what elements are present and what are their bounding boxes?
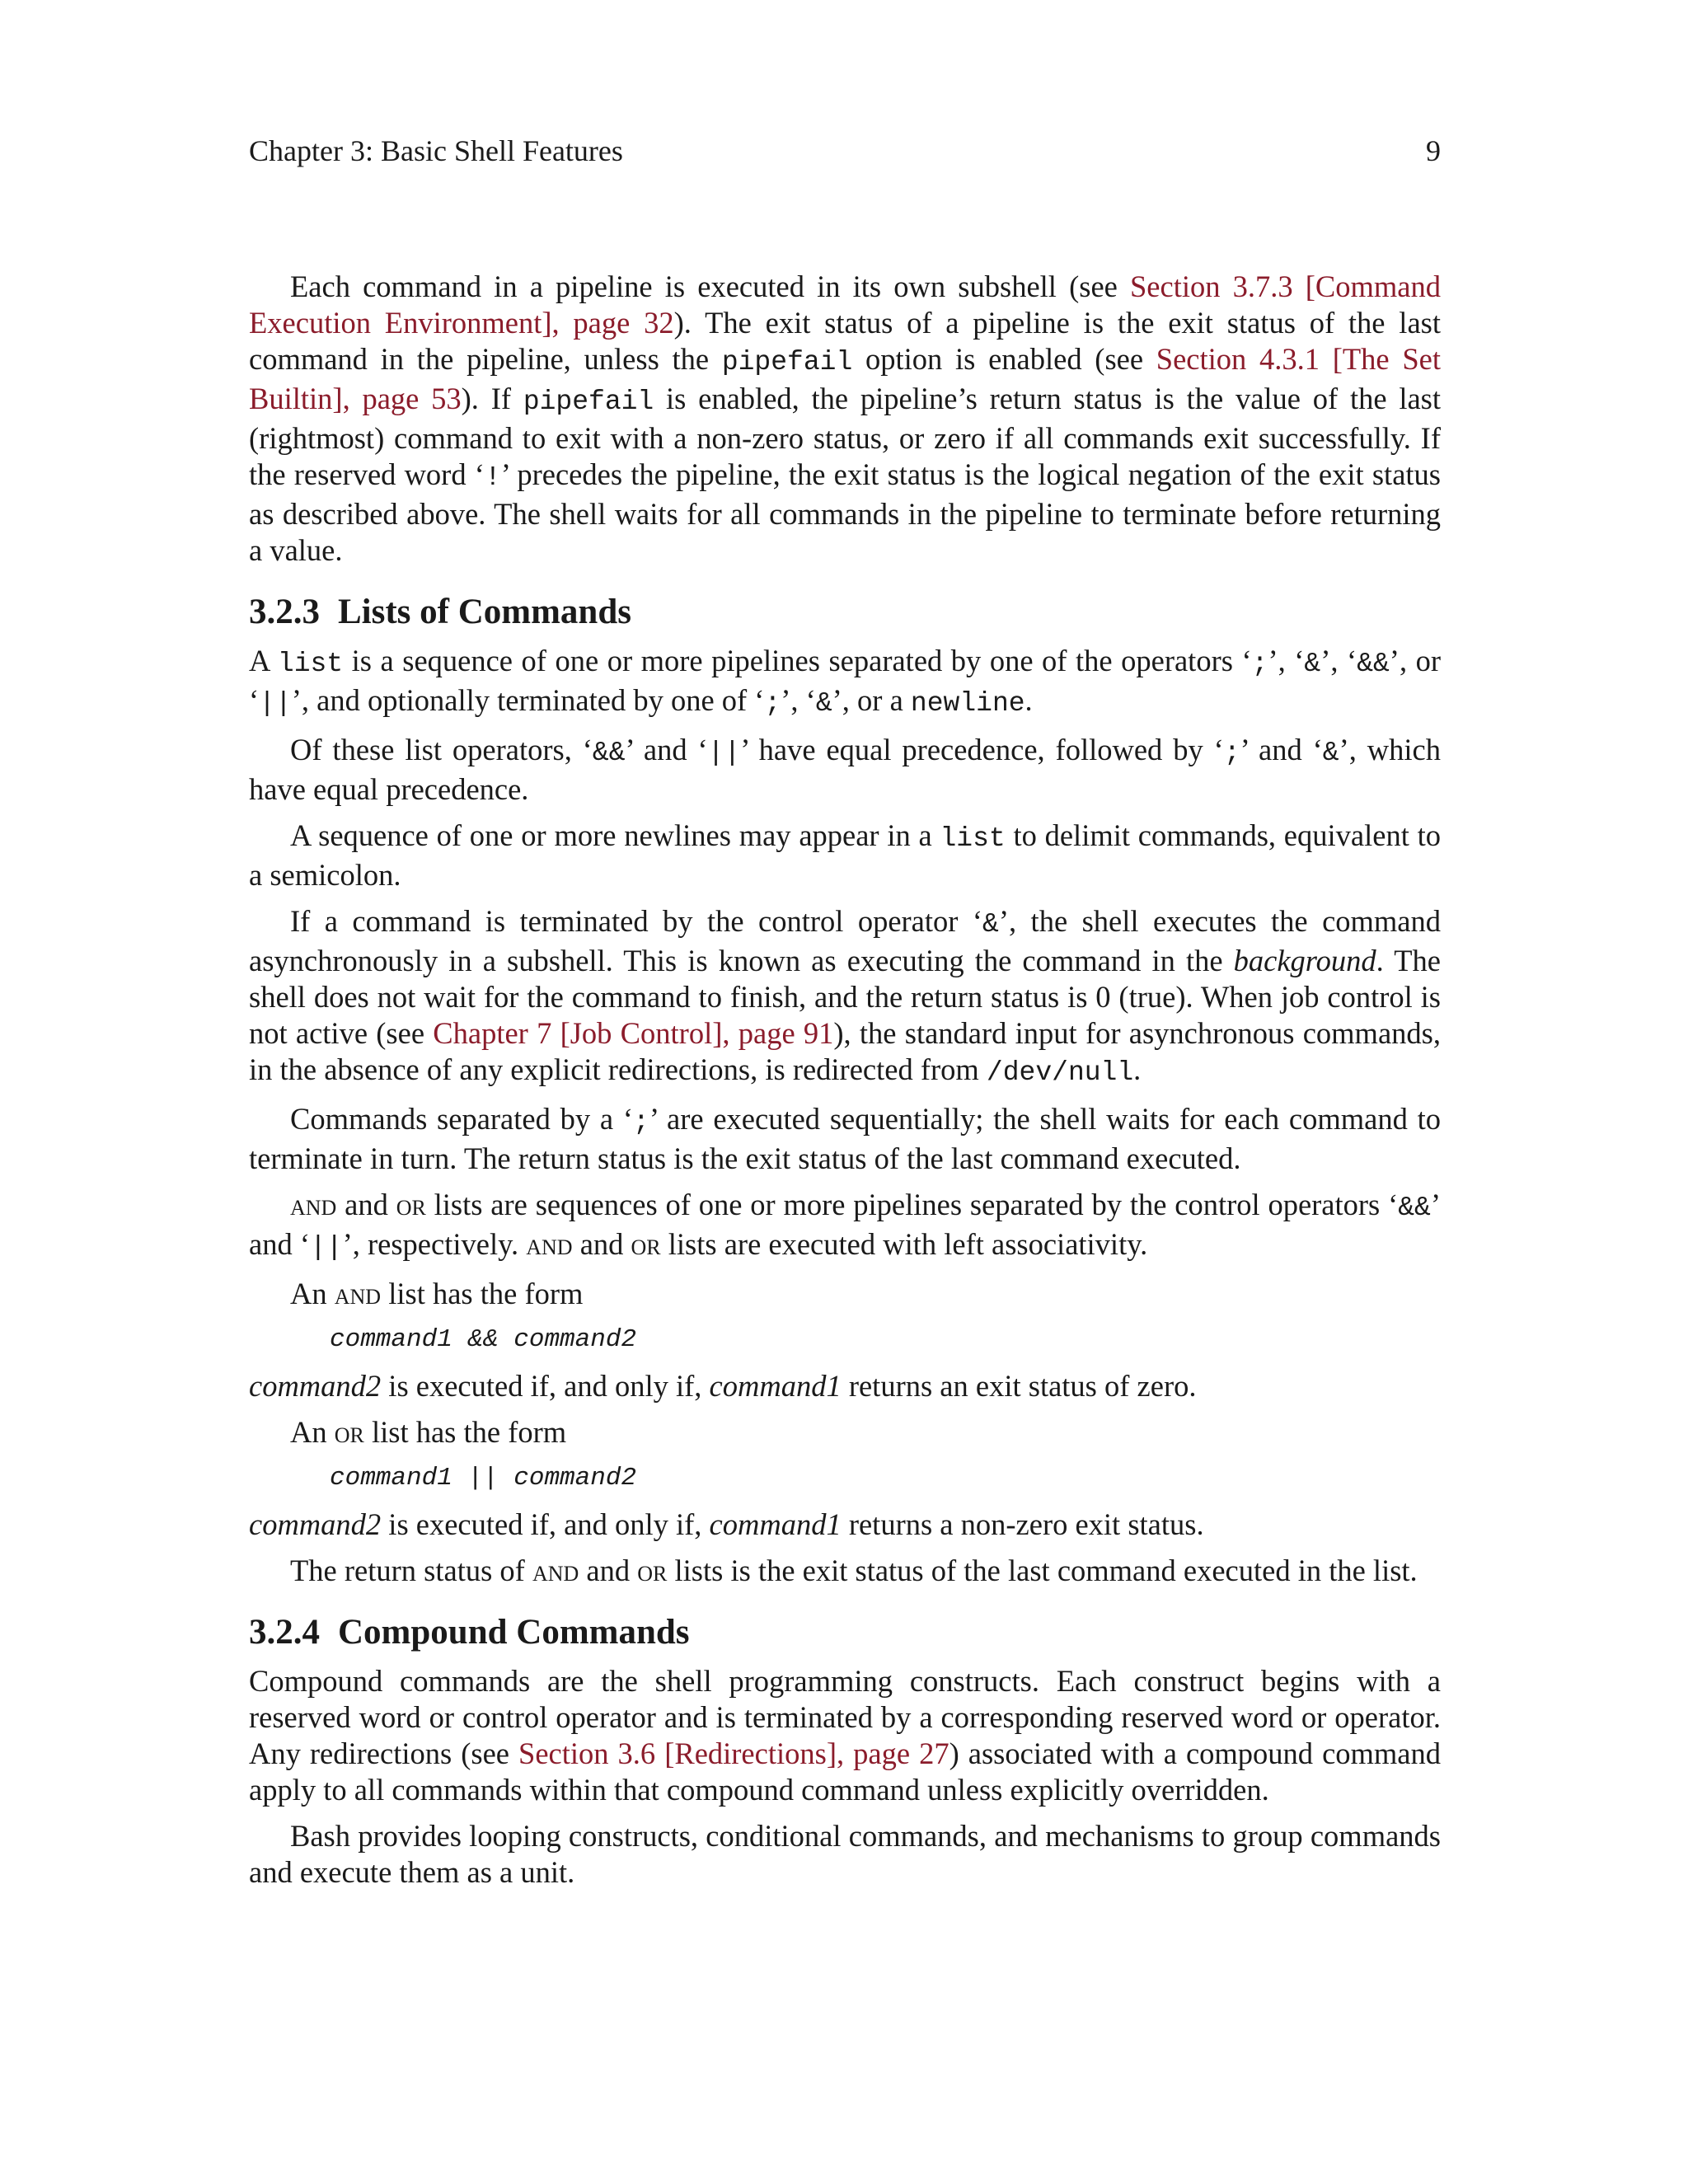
code-list: list	[940, 823, 1006, 854]
text: If a command is terminated by the control operator ‘	[290, 904, 983, 938]
text: ’, respectively.	[342, 1227, 527, 1261]
code-list: list	[277, 649, 344, 679]
example-and-list: command1 && command2	[330, 1325, 637, 1354]
text: list has the form	[381, 1277, 584, 1310]
paragraph-compound-definition	[249, 1663, 1441, 1808]
paragraph-operator-precedence	[249, 732, 1441, 808]
code-operator: ;	[764, 688, 781, 719]
paragraph-or-list-form	[249, 1414, 1441, 1451]
term-background: background	[1233, 944, 1376, 977]
example-or-list: command1 || command2	[330, 1464, 637, 1493]
code-operator: ;	[1223, 738, 1240, 768]
text: The return status of	[290, 1554, 532, 1587]
code-operator: &	[982, 909, 999, 940]
smallcaps-and: and	[526, 1227, 573, 1261]
paragraph-and-or-lists	[249, 1187, 1441, 1266]
text: A sequence of one or more newlines may appear in a	[290, 818, 940, 852]
text: A	[249, 644, 278, 677]
code-newline: newline	[910, 688, 1025, 719]
text: to delimit commands, equivalent to a semicolon.	[249, 818, 1441, 892]
text: ). The exit status of a pipeline is the exit status of the last command in the pipeline, unless the	[249, 306, 1441, 376]
var-command1: command1	[709, 1369, 842, 1403]
smallcaps-and: and	[532, 1554, 579, 1587]
text: is enabled, the pipeline’s return status is the value of the last (rightmost) command to exit with a non-zero status, or zero if all commands exit successfully. If the reserved word ‘	[249, 382, 1442, 491]
text: is a sequence of one or more pipelines separated by one of the operators ‘	[343, 644, 1252, 677]
var-command2: command2	[249, 1507, 382, 1541]
text: . The shell does not wait for the command to finish, and the return status is 0 (true). When job control is not active (see	[249, 944, 1441, 1050]
text: ’ and ‘	[625, 733, 708, 766]
smallcaps-or: or	[334, 1415, 364, 1449]
smallcaps-and: and	[290, 1188, 337, 1221]
text: and	[572, 1227, 631, 1261]
code-operator: ;	[633, 1107, 649, 1137]
code-operator: ||	[707, 738, 741, 768]
section-heading-compound-commands	[249, 1610, 1441, 1655]
text: ’, which have equal precedence.	[249, 733, 1441, 806]
text: Compound commands are the shell programming constructs. Each construct begins with a reserved word or control operator and is terminated by a corresponding reserved word or operator. Any redirections (see	[249, 1664, 1441, 1770]
code-operator: ;	[1251, 649, 1268, 679]
chapter-title: Chapter 3: Basic Shell Features	[249, 134, 623, 167]
text: .	[1133, 1052, 1142, 1086]
text: ’ and ‘	[1240, 733, 1323, 766]
page-number: 9	[1426, 134, 1441, 167]
paragraph-bash-constructs	[249, 1818, 1441, 1891]
paragraph-and-semantics	[249, 1368, 1441, 1404]
code-operator: &&	[592, 738, 626, 768]
var-command2: command2	[249, 1369, 382, 1403]
paragraph-list-definition	[249, 643, 1441, 722]
paragraph-and-list-form	[249, 1276, 1441, 1312]
code-operator: ||	[309, 1232, 343, 1263]
text: returns a non-zero exit status.	[841, 1507, 1204, 1541]
paragraph-sequential	[249, 1101, 1441, 1177]
section-title: Compound Commands	[338, 1613, 690, 1652]
section-heading-lists-of-commands	[249, 590, 1441, 635]
xref-job-control[interactable]: Chapter 7 [Job Control], page 91	[433, 1016, 834, 1050]
code-operator: &	[815, 688, 832, 719]
page-body	[249, 269, 1441, 1900]
text: Of these list operators, ‘	[290, 733, 593, 766]
text: option is enabled (see	[852, 342, 1156, 376]
text: ’ are executed sequentially; the shell waits for each command to terminate in turn. The return status is the exit status of the last command executed.	[249, 1102, 1441, 1175]
text: lists are sequences of one or more pipelines separated by the control operators ‘	[425, 1188, 1399, 1221]
code-operator: ||	[259, 688, 292, 719]
text: Commands separated by a ‘	[290, 1102, 634, 1136]
text: ). If	[461, 382, 523, 415]
text: ’, and optionally terminated by one of ‘	[291, 683, 765, 717]
code-pipefail: pipefail	[523, 387, 654, 417]
text: ’, or ‘	[249, 644, 1442, 717]
smallcaps-and: and	[334, 1277, 382, 1310]
text: .	[1025, 683, 1033, 717]
xref-redirections[interactable]: Section 3.6 [Redirections], page 27	[518, 1736, 950, 1770]
xref-command-execution-environment[interactable]: Section 3.7.3 [Command Execution Environment], page 32	[249, 269, 1442, 340]
text: ’, ‘	[1268, 644, 1305, 677]
text: ) associated with a compound command apply to all commands within that compound command unless explicitly overridden.	[249, 1736, 1442, 1807]
text: lists is the exit status of the last command executed in the list.	[667, 1554, 1418, 1587]
text: ), the standard input for asynchronous commands, in the absence of any explicit redirections, is redirected from	[249, 1016, 1441, 1086]
section-number: 3.2.4	[249, 1613, 320, 1652]
paragraph-pipeline-subshell	[249, 269, 1441, 569]
section-title: Lists of Commands	[338, 593, 631, 631]
text: and	[579, 1554, 638, 1587]
text: ’ precedes the pipeline, the exit status is the logical negation of the exit status as described above. The shell waits for all commands in the pipeline to terminate before returning a value.	[249, 457, 1441, 567]
text: ’ and ‘	[249, 1188, 1442, 1261]
text: lists are executed with left associativity.	[660, 1227, 1148, 1261]
text: ’, ‘	[1320, 644, 1357, 677]
code-dev-null: /dev/null	[986, 1057, 1134, 1088]
text: ’ have equal precedence, followed by ‘	[740, 733, 1224, 766]
text: and	[336, 1188, 396, 1221]
paragraph-newlines	[249, 818, 1441, 893]
paragraph-background	[249, 903, 1441, 1091]
text: list has the form	[363, 1415, 567, 1449]
code-bang: !	[484, 462, 501, 493]
text: is executed if, and only if,	[381, 1507, 710, 1541]
code-operator: &	[1322, 738, 1339, 768]
smallcaps-or: or	[631, 1227, 661, 1261]
text: An	[290, 1277, 335, 1310]
code-pipefail: pipefail	[721, 347, 853, 377]
smallcaps-or: or	[637, 1554, 668, 1587]
paragraph-or-semantics	[249, 1507, 1441, 1543]
code-operator: &&	[1357, 649, 1390, 679]
running-header	[249, 132, 1441, 170]
text: returns an exit status of zero.	[841, 1369, 1197, 1403]
xref-set-builtin[interactable]: Section 4.3.1 [The Set Builtin], page 53	[249, 342, 1441, 415]
code-operator: &&	[1398, 1193, 1431, 1223]
var-command1: command1	[709, 1507, 842, 1541]
section-number: 3.2.3	[249, 593, 320, 631]
text: is executed if, and only if,	[381, 1369, 710, 1403]
code-operator: &	[1304, 649, 1321, 679]
text: Bash provides looping constructs, conditional commands, and mechanisms to group commands and execute them as a unit.	[249, 1819, 1441, 1889]
text: ’, the shell executes the command asynchronously in a subshell. This is known as executing the command in the	[249, 904, 1442, 977]
text: Each command in a pipeline is executed in its own subshell (see	[290, 269, 1130, 303]
text: ’, or a	[832, 683, 911, 717]
text: ’, ‘	[781, 683, 816, 717]
smallcaps-or: or	[396, 1188, 426, 1221]
paragraph-return-status	[249, 1553, 1441, 1589]
text: An	[290, 1415, 335, 1449]
